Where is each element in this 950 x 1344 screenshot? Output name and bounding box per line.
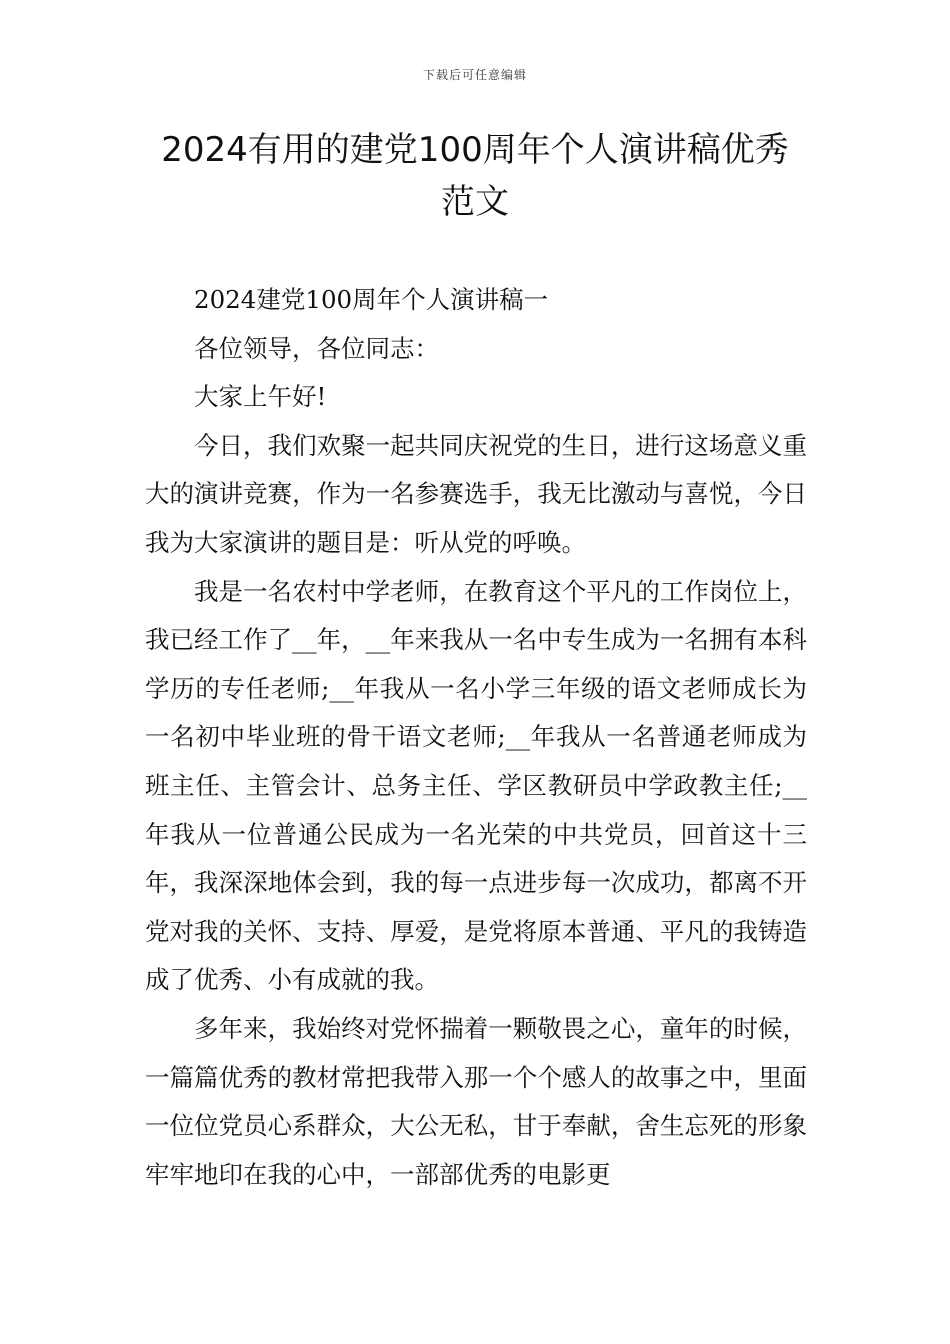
body-paragraph: 多年来，我始终对党怀揣着一颗敬畏之心，童年的时候，一篇篇优秀的教材常把我带入那一个个感人的故事之中，里面一位位党员心系群众，大公无私，甘于奉献，舍生忘死的形象牢牢地印在我的心中，一部部优秀的电影更 [145, 1013, 807, 1189]
page-header-note: 下载后可任意编辑 [422, 68, 527, 82]
section-heading: 2024建党100周年个人演讲稿一 [194, 285, 549, 314]
title-line-1: 2024有用的建党100周年个人演讲稿优秀 [161, 130, 789, 170]
body-paragraph: 今日，我们欢聚一起共同庆祝党的生日，进行这场意义重大的演讲竞赛，作为一名参赛选手，我无比激动与喜悦，今日我为大家演讲的题目是：听从党的呼唤。 [145, 430, 807, 557]
document-body [145, 276, 807, 1199]
greeting: 大家上午好! [194, 382, 327, 412]
document-title [120, 124, 830, 228]
salutation: 各位领导，各位同志： [194, 333, 439, 363]
body-paragraph: 我是一名农村中学老师，在教育这个平凡的工作岗位上，我已经工作了__年，__年来我从一名中专生成为一名拥有本科学历的专任老师;__年我从一名小学三年级的语文老师成长为一名初中毕业班的骨干语文老师;__年我从一名普通老师成为班主任、主管会计、总务主任、学区教研员中学政教主任;__年我从一位普通公民成为一名光荣的中共党员，回首这十三年，我深深地体会到，我的每一点进步每一次成功，都离不开党对我的关怀、支持、厚爱，是党将原本普通、平凡的我铸造成了优秀、小有成就的我。 [145, 576, 807, 995]
title-line-2: 范文 [441, 182, 509, 222]
